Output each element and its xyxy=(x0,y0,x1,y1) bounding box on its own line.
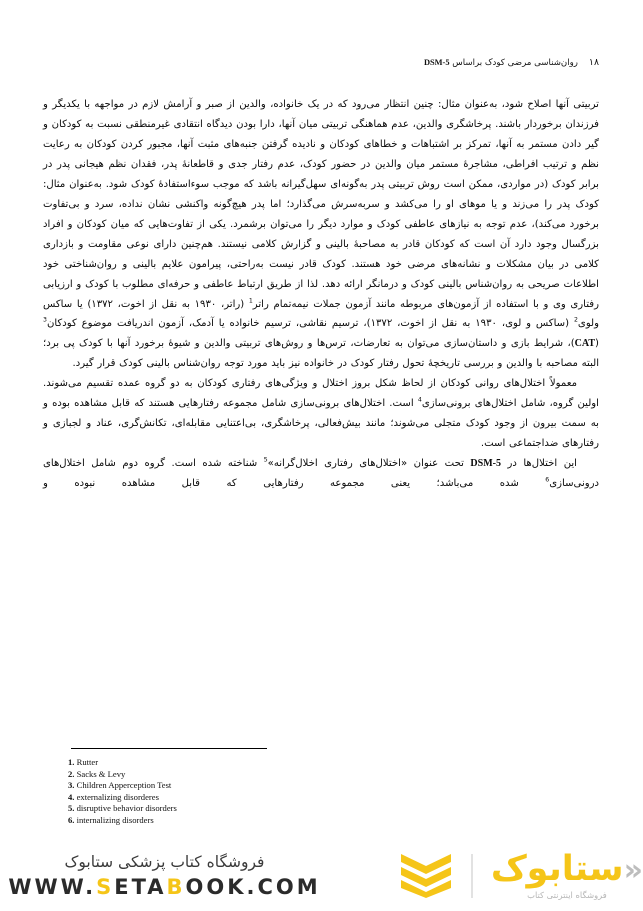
paragraph-3-text-d: شده می‌باشد؛ یعنی مجموعه رفتارهایی که قابل مشاهده نبوده و xyxy=(43,478,546,490)
logo-chevron-icon: « xyxy=(623,853,643,889)
footnote-separator xyxy=(71,748,267,749)
logo-divider xyxy=(471,854,473,898)
footnote-item xyxy=(68,815,177,827)
footnote-number: 3. xyxy=(68,780,75,791)
footnote-item xyxy=(68,757,177,769)
banner-text-area[interactable] xyxy=(0,840,343,911)
page-number: ۱۸ xyxy=(588,57,599,68)
footnote-text: externalizing disorderes xyxy=(76,791,159,802)
chevron-stack-icon xyxy=(399,852,453,900)
url-part-eta: ETA xyxy=(114,874,167,899)
paragraph-2-text-a: معمولاً اختلال‌های روانی کودکان از لحاظ شکل بروز اختلال و ویژگی‌های رفتاری کودکان به دو گروه عمده تقسیم می‌شوند. اولین گروه، شامل اختلال‌های برونی‌سازی xyxy=(43,378,599,410)
footnote-number: 1. xyxy=(68,757,75,767)
running-head xyxy=(44,57,599,68)
footnote-marker-6: 6 xyxy=(545,476,550,484)
footnote-marker-4: 4 xyxy=(417,396,422,404)
paragraph-1-text-b: (راتر، ۱۹۳۰ به نقل از اخوت، ۱۳۷۲) یا ساکس ولوی xyxy=(43,298,599,330)
url-part-www: WWW. xyxy=(8,874,97,899)
body-text xyxy=(43,95,599,494)
paragraph-1-text-a: تربیتی آنها اصلاح شود، به‌عنوان مثال: چنین انتظار می‌رود که در یک خانواده، والدین از صبر و آرامش لازم در مواجهه با یکدیگر و فرزندان برخوردار باشند. پرخاشگری والدین، عدم هماهنگی تربیتی میان آنها، دارا بودن دیدگاه انتقادی غیرمنطقی نسبت به کودکان و گیر دادن مستمر به آنها، تمرکز بر اشتباهات و خطاهای کودکان و نادیده گرفتن جنبه‌های مثبت آنها، مجبور کردن کودکان به رعایت نظم و ترتیب افراطی، مشاجرهٔ مستمر میان والدین در حضور کودک، عدم رفتار جدی و قاطعانهٔ پدر، فقدان نظم هیجانی پدر در برابر کودک (در مواردی، ممکن است روش تربیتی پدر به‌گونه‌ای سهل‌گیرانه باشد که موجب سوءاستفادهٔ کودک شود. به‌عنوان مثال: کودک پدر را می‌زند و یا موهای او را می‌کشد و سربه‌سرش می‌گذارد؛ اما پدر هیچ‌گونه واکنشی نشان نداده، سرد و بی‌تفاوت برخورد می‌کند)، عدم توجه به نیازهای عاطفی کودک و موارد دیگر را می‌توان برشمرد. یکی از تفاوت‌هایی که میان کودکان و افراد بزرگسال وجود دارد آن است که کودکان قادر به مصاحبهٔ بالینی و گزارش کلامی نیستند. هم‌چنین دارای نوعی مقاومت و بازداری کلامی در بیان مشکلات و نشانه‌های مرضی خود هستند. کودک قادر نیست به‌راحتی، پیرامون علایم بالینی و روان‌شناختی خود اطلاعات صریحی به روان‌شناس بالینی کودک و درمانگر ارائه دهد. لذا از طریق ارتباط عاطفی و حرفه‌ای مطلوب با کودک و ارزیابی رفتاری وی و با استفاده از آزمون‌های مربوطه مانند آزمون جملات نیمه‌تمام راتر xyxy=(43,99,600,310)
banner-logo-area[interactable] xyxy=(343,840,643,911)
footnote-item xyxy=(68,792,177,804)
footnote-list xyxy=(68,757,177,827)
url-part-ook: OOK.COM xyxy=(185,874,321,899)
site-banner xyxy=(0,840,643,911)
footnote-marker-1: 1 xyxy=(248,297,253,305)
logo-subtitle: فروشگاه اینترنتی کتاب xyxy=(527,890,607,901)
footnote-text: Rutter xyxy=(76,757,99,767)
footnote-item xyxy=(68,780,177,792)
footnote-number: 2. xyxy=(68,768,75,779)
dsm-abbreviation: DSM-5 xyxy=(470,458,501,470)
logo-wordmark-text: ستابوک xyxy=(490,849,624,890)
logo-wordmark xyxy=(491,851,643,889)
footnote-text: Sacks & Levy xyxy=(76,768,126,779)
url-part-b: B xyxy=(166,874,186,899)
paragraph-2 xyxy=(43,374,599,454)
footnote-text: disruptive behavior disorders xyxy=(76,803,177,814)
footnote-marker-5: 5 xyxy=(263,456,268,464)
footnote-text: Children Apperception Test xyxy=(76,780,172,791)
banner-tagline: فروشگاه کتاب پزشکی ستابوک xyxy=(64,852,265,871)
setabook-logo[interactable] xyxy=(491,851,643,899)
paragraph-3-text-a: این اختلال‌ها در xyxy=(500,458,577,470)
footnote-marker-3: 3 xyxy=(43,317,47,325)
footnote-item xyxy=(68,803,177,815)
banner-website-url[interactable] xyxy=(8,875,320,899)
paragraph-3 xyxy=(43,454,599,494)
paragraph-2-text-b: است. اختلال‌های برونی‌سازی شامل مجموعه رفتارهایی هستند که قابل مشاهده بوده و به سمت بیرون از وجود کودک متجلی می‌شوند؛ مانند بیش‌فعالی، پرخاشگری، بی‌اعتنایی مقابله‌ای، تکانش‌گری، عناد و لجبازی و رفتارهای ضداجتماعی است. xyxy=(43,398,599,450)
running-head-title xyxy=(424,58,578,68)
url-part-s: S xyxy=(96,874,115,899)
footnote-number: 5. xyxy=(68,803,75,814)
paragraph-1 xyxy=(43,95,599,374)
paragraph-1-text-e: )، شرایط بازی و داستان‌سازی می‌توان به تعارضات، ترس‌ها و روش‌های تربیتی والدین و شیوهٔ برخورد آنها با کودک پی برد؛ البته مصاحبه با والدین و بررسی تاریخچهٔ تحول رفتار کودک در خانواده نیز باید مورد توجه روان‌شناس بالینی کودک قرار گیرد. xyxy=(43,338,599,370)
footnote-marker-2: 2 xyxy=(573,317,578,325)
chevron-down-triple-icon xyxy=(399,853,453,899)
paragraph-3-text-b: تحت عنوان «اختلال‌های رفتاری اخلال‌گرانه» xyxy=(267,458,471,470)
cat-abbreviation: CAT xyxy=(574,338,596,350)
paragraph-1-text-c: (ساکس و لوی، ۱۹۳۰ به نقل از اخوت، ۱۳۷۲)، ترسیم نقاشی، ترسیم خانواده یا آدمک، آزمون اندریافت موضوع کودکان xyxy=(46,318,574,330)
footnote-text: internalizing disorders xyxy=(76,814,154,825)
running-head-title-latin: DSM-5 xyxy=(423,58,450,67)
paragraph-1-text-d: ( xyxy=(595,338,599,350)
paragraph-3-text-c: شناخته شده است. گروه دوم شامل اختلال‌های درونی‌سازی xyxy=(43,458,599,490)
footnote-item xyxy=(68,769,177,781)
running-head-title-fa: روان‌شناسی مرضی کودک براساس xyxy=(452,58,578,68)
footnote-number: 4. xyxy=(68,791,75,802)
footnote-number: 6. xyxy=(68,814,75,825)
